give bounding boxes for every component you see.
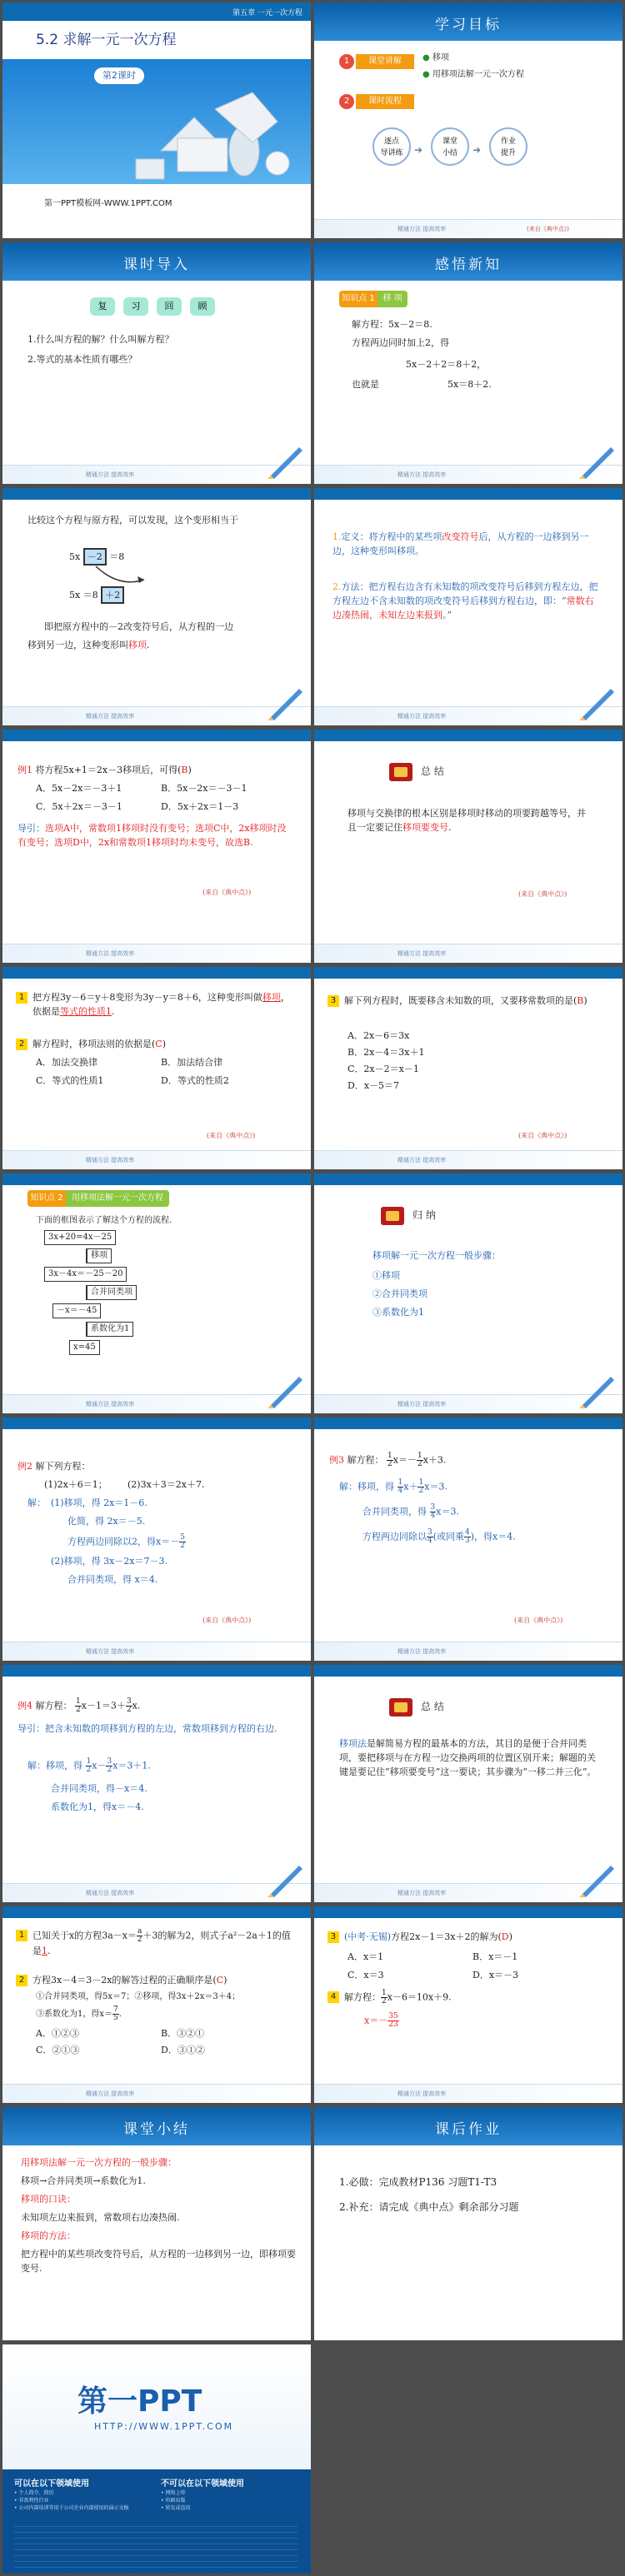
equation-2: 5x ＝8 ＋2 [69, 586, 124, 604]
knowledge-point-tag: 知识点 2 用移项法解一元一次方程 [28, 1190, 169, 1207]
answer-text: x＝－ $\frac{35}{23}$ [364, 2012, 398, 2029]
option: B．加法结合律 [161, 1057, 223, 1068]
slide-topbar [2, 488, 311, 500]
header-band [314, 2107, 622, 2145]
flow-box: －x＝－45 [52, 1303, 101, 1318]
review-chip: 习 [123, 297, 148, 316]
slide-learning-goals[interactable] [314, 2, 622, 238]
option: C．2x－2＝x－1 [348, 1064, 419, 1074]
review-chip: 顾 [190, 297, 215, 316]
slide-header: 学习目标 [435, 17, 502, 33]
pen-icon [578, 1372, 618, 1408]
option: D．5x＋2x＝1－3 [161, 801, 239, 812]
slide-footer: 精通方法 提高效率 [314, 1642, 622, 1661]
slide-footer: 精通方法 提高效率 (来自《典中点》) [314, 219, 622, 238]
option: A．2x－6＝3x [348, 1030, 410, 1041]
badge-number-1: 1 [339, 54, 354, 69]
slide-footer: 精通方法 提高效率 [314, 706, 622, 725]
pen-icon [266, 1372, 306, 1408]
badge-process: 课时流程 [356, 94, 414, 109]
source-note: (来自《典中点》) [514, 1617, 563, 1624]
slide-lead-in[interactable] [2, 242, 311, 484]
slide-topbar [314, 730, 622, 741]
source-note: (来自《典中点》) [518, 1132, 568, 1139]
header-band [2, 242, 311, 281]
text-line: 也就是 [352, 379, 379, 390]
option: C．②①③ [36, 2045, 80, 2055]
slide-footer: 精通方法 提高效率 [314, 465, 622, 484]
option: C．x＝3 [348, 1970, 384, 1981]
text-line: 5x－2＋2＝8＋2， [406, 359, 487, 370]
slide-class-summary[interactable] [2, 2107, 311, 2340]
summary-title: 总 结 [421, 1701, 444, 1712]
pen-icon [578, 1861, 618, 1897]
slide-topbar [2, 967, 311, 979]
question-number: 3 [328, 1931, 339, 1943]
slide-homework[interactable] [314, 2107, 622, 2340]
solution-step: 化简，得 2x＝－5. [68, 1516, 146, 1527]
option: C．等式的性质1 [36, 1075, 104, 1086]
method-text: 2.方法：把方程右边含有未知数的项改变符号后移到方程左边，把方程左边不含未知数的项改变符号后移到方程右边，即：“常数右边凑热闹，未知左边来报到。” [332, 581, 598, 620]
text-line: 解方程：5x－2＝8. [352, 319, 432, 330]
question-number: 2 [16, 1039, 28, 1050]
text-line: 方程两边同时加上2，得 [352, 337, 449, 348]
slide-topbar [314, 1906, 622, 1918]
slide-topbar [314, 967, 622, 979]
slide-footer: 精通方法 提高效率 [2, 1883, 311, 1902]
header-band [314, 2, 622, 41]
solution-step: 合并同类项，得 $\frac{3}{4}$ x＝3. [362, 1503, 459, 1520]
header-band [2, 2107, 311, 2145]
summary-line: 用移项法解一元一次方程的一般步骤： [21, 2157, 177, 2168]
text-line: 比较这个方程与原方程，可以发现，这个变形相当于 [28, 515, 238, 526]
slide-footer: 精通方法 提高效率 [314, 1883, 622, 1902]
flow-box: 3x+20=4x－25 [44, 1230, 116, 1245]
solution-step: 合并同类项，得－x＝4. [51, 1783, 148, 1794]
flow-step-1: 逐点 导讲练 [372, 127, 411, 166]
slide-footer: 精通方法 提高效率 [2, 2084, 311, 2103]
summary-line: 未知项左边来报到，常数项右边凑热闹. [21, 2212, 180, 2223]
induction-step: ②合并同类项 [372, 1288, 428, 1299]
homework-line: 1.必做：完成教材P136 习题T1-T3 [339, 2176, 498, 2188]
example-question: 例4 解方程： $\frac{1}{2}$ x－1＝3＋ $\frac{3}{2}$ x. [18, 1697, 141, 1714]
flow-step-label: 移项 [86, 1248, 112, 1263]
ad-col1-title: 可以在以下领域使用 [14, 2479, 89, 2489]
ad-col2-lines: • 网络上传 • 印刷出版 • 转发或盗用 [161, 2490, 191, 2511]
slide-induction[interactable] [314, 1173, 622, 1413]
slide-topbar [2, 1665, 311, 1677]
slide-footer: 精通方法 提高效率 [314, 2084, 622, 2103]
slide-practice-3[interactable] [2, 1906, 311, 2103]
pen-icon [266, 442, 306, 479]
solution-step: 方程两边同除以2，得x＝－ $\frac{5}{2}$ [68, 1533, 185, 1550]
example-question: 例3 解方程： $\frac{1}{2}$ x＝－ $\frac{1}{2}$ x＋3. [329, 1452, 447, 1468]
solution-step: (1)移项，得 2x＝1－6. [51, 1497, 148, 1508]
source-note: (来自《典中点》) [207, 1132, 256, 1139]
flow-arrow-icon: ➜ [472, 144, 482, 156]
question-text: 把方程3y－6＝y＋8变形为3y－y＝8＋6，这种变形叫做移项，依据是等式的性质1. [32, 992, 290, 1017]
slide-topbar [314, 1418, 622, 1429]
source-note: (来自《典中点》) [518, 890, 568, 898]
question-text: 解方程时，移项法则的依据是(C) [32, 1039, 167, 1049]
ad-link-list[interactable] [14, 2521, 298, 2568]
knowledge-point-tag: 知识点 1 移 项 [339, 291, 408, 307]
induction-title: 归 纳 [412, 1209, 436, 1221]
flow-step-3: 作业 提升 [489, 127, 528, 166]
review-question-2: 2.等式的基本性质有哪些？ [28, 354, 138, 365]
definition-text: 1.定义：将方程中的某些项改变符号后，从方程的一边移到另一边，这种变形叫移项。 [332, 531, 589, 556]
summary-text: 移项法是解简易方程的最基本的方法，其目的是便于合并同类项，要把移项与在方程一边交换两项的位置区别开来；解题的关键是要记住“移项要变号”这一要诀；其步骤为“一移二并三化”。 [339, 1738, 597, 1777]
solution-step: 方程两边同除以 $\frac{3}{4}$ (或同乘 $\frac{4}{3}$ )，得x＝4. [362, 1528, 516, 1545]
induction-step: ①移项 [372, 1270, 400, 1281]
question-text: 解方程： $\frac{1}{2}$ x－6＝10x＋9. [344, 1989, 452, 2005]
guide-text: 导引：把含未知数的项移到方程的左边，常数项移到方程的右边. [18, 1723, 278, 1734]
slide-footer: 精通方法 提高效率 [2, 944, 311, 963]
option: D．③①② [161, 2045, 205, 2055]
summary-line: 把方程中的某些项改变符号后，从方程的一边移到另一边，即移项要变号. [21, 2249, 296, 2274]
option: D．x－5＝7 [348, 1080, 400, 1091]
homework-line: 2.补充：请完成《典中点》剩余部分习题 [339, 2201, 519, 2213]
chapter-tag: 第五章 一元一次方程 [232, 9, 302, 17]
question-text: (中考·无锡)方程2x－1＝3x＋2的解为(D) [344, 1931, 512, 1942]
ad-logo: 第一PPT [78, 2384, 202, 2419]
example-question: 例2 解下列方程： [18, 1461, 91, 1472]
option: B．x＝－1 [472, 1951, 518, 1962]
slide-footer: 精通方法 提高效率 [2, 1394, 311, 1413]
guide-text: 导引：选项A中，常数项1移项时没有变号；选项C中，2x移项时没有变号；选项D中，2x和常数项1移项时均未变号，故选B. [18, 823, 287, 848]
induction-step: ③系数化为1 [372, 1307, 424, 1318]
slide-header: 感悟新知 [435, 257, 502, 273]
slide-topbar [314, 1173, 622, 1185]
slide-footer: 精通方法 提高效率 [2, 1642, 311, 1661]
slide-example-3[interactable] [314, 1418, 622, 1661]
question-steps: ③系数化为1，得x＝ $\frac{7}{5}$ . [36, 2005, 122, 2022]
question-text: 方程3x－4＝3－2x的解答过程的正确顺序是(C) [32, 1975, 228, 1986]
lesson-subtitle: 第2课时 [94, 67, 144, 84]
flow-box: x=45 [69, 1340, 100, 1355]
option: A．①②③ [36, 2028, 79, 2039]
induction-heading: 移项解一元一次方程一般步骤： [372, 1250, 501, 1261]
pen-icon [578, 442, 618, 479]
option: B．5x－2x＝－3－1 [161, 783, 248, 794]
flow-arrow-icon: ➜ [414, 144, 423, 156]
goal-2: ● 用移项法解一元一次方程 [422, 70, 524, 79]
solution-step: 系数化为1，得x＝－4. [51, 1801, 144, 1812]
slide-topbar [2, 1906, 311, 1918]
summary-text: 移项与交换律的根本区别是移项时移动的项要跨越等号，并且一定要记住移项要变号. [348, 808, 586, 833]
slide-topbar [2, 1173, 311, 1185]
question-number: 4 [328, 1991, 339, 2003]
badge-lecture: 课堂讲解 [356, 54, 414, 69]
ad-info-panel [2, 2469, 311, 2574]
solution-step: 解：移项，得 $\frac{1}{2}$ x－ $\frac{3}{2}$ x＝3＋1. [28, 1757, 151, 1774]
slide-header: 课后作业 [435, 2121, 502, 2138]
slide-footer: 精通方法 提高效率 [2, 706, 311, 725]
ad-banner[interactable] [2, 2344, 311, 2574]
slide-example-4[interactable] [2, 1665, 311, 1902]
option: D．等式的性质2 [161, 1075, 229, 1086]
induction-icon [381, 1207, 404, 1225]
question-text: 解下列方程时，既要移含未知数的项，又要移常数项的是(B) [344, 995, 588, 1006]
option: A．5x－2x＝－3＋1 [36, 783, 122, 794]
option: C．5x＋2x＝－3－1 [36, 801, 122, 812]
slide-practice-1[interactable] [2, 967, 311, 1169]
text-line: 移到另一边，这种变形叫移项. [28, 640, 150, 650]
lesson-title: 5.2 求解一元一次方程 [36, 32, 177, 48]
ad-col1-lines: • 个人简介、简历 • 非盈利性行业 • 公司内部培训等用于公司企业内部使用的演示文稿 [14, 2490, 129, 2511]
review-question-1: 1.什么叫方程的解？什么叫解方程？ [28, 334, 174, 345]
summary-icon [389, 763, 412, 781]
example-question: 例1 将方程5x+1＝2x－3移项后，可得(B) [18, 765, 192, 775]
slide-header: 课堂小结 [123, 2121, 190, 2138]
slide-summary-2[interactable] [314, 1665, 622, 1902]
summary-icon [389, 1698, 412, 1717]
slide-topbar [314, 488, 622, 500]
review-chip: 回 [157, 297, 182, 316]
slide-example-2[interactable] [2, 1418, 311, 1661]
slide-topbar [2, 1418, 311, 1429]
pen-icon [266, 684, 306, 720]
goal-1: ● 移项 [422, 53, 449, 62]
option: B．2x－4＝3x＋1 [348, 1047, 425, 1058]
question-number: 2 [16, 1975, 28, 1986]
slide-title[interactable] [2, 2, 311, 238]
slide-definition[interactable] [314, 488, 622, 725]
question-text: 已知关于x的方程3a－x＝ $\frac{a}{2}$ ＋3的解为2，则式子a²－2a＋1的值是1. [32, 1927, 291, 1956]
ad-col2-title: 不可以在以下领域使用 [161, 2479, 244, 2489]
header-band [314, 242, 622, 281]
badge-number-2: 2 [339, 94, 354, 109]
text-line: 即把原方程中的－2改变符号后，从方程的一边 [44, 621, 233, 632]
ad-url[interactable]: HTTP://WWW.1PPT.COM [94, 2421, 234, 2432]
slide-footer: 精通方法 提高效率 [314, 1150, 622, 1169]
summary-title: 总 结 [421, 765, 444, 777]
summary-line: 移项→合并同类项→系数化为1. [21, 2175, 146, 2186]
summary-line: 移项的方法： [21, 2230, 76, 2241]
solution-label: 解： [28, 1497, 46, 1508]
summary-line: 移项的口诀： [21, 2194, 76, 2205]
ad-logo-area [2, 2344, 311, 2469]
solution-step: (2)移项，得 3x－2x＝7－3. [51, 1556, 168, 1567]
solution-step: 解：移项，得 $\frac{1}{4}$ x＋ $\frac{1}{2}$ x＝3. [339, 1478, 448, 1495]
slide-footer: 精通方法 提高效率 [2, 465, 311, 484]
flow-intro: 下面的框图表示了解这个方程的流程. [36, 1216, 172, 1225]
option: D．x＝－3 [472, 1970, 519, 1981]
equation-1: 5x －2 ＝8 [69, 548, 124, 566]
question-steps: ①合并同类项，得5x＝7；②移项，得3x＋2x＝3＋4； [36, 1992, 241, 2001]
equation: (2)3x＋3＝2x＋7. [128, 1479, 205, 1490]
option: A．加法交换律 [36, 1057, 98, 1068]
flow-step-label: 系数化为1 [86, 1322, 133, 1337]
question-number: 1 [16, 992, 28, 1004]
pen-icon [578, 684, 618, 720]
flow-step-2: 课堂 小结 [431, 127, 469, 166]
flow-step-label: 合并同类项 [86, 1285, 137, 1300]
text-line: 5x＝8＋2. [448, 379, 492, 390]
slide-footer: 精通方法 提高效率 [314, 1394, 622, 1413]
question-number: 3 [328, 995, 339, 1007]
equation: (1)2x＋6＝1； [44, 1479, 108, 1490]
pen-icon [266, 1861, 306, 1897]
slide-topbar [314, 1665, 622, 1677]
slide-practice-2[interactable] [314, 967, 622, 1169]
solution-step: 合并同类项，得 x＝4. [68, 1574, 158, 1585]
question-number: 1 [16, 1930, 28, 1941]
flow-box: 3x－4x＝－25－20 [44, 1267, 127, 1282]
slide-header: 课时导入 [123, 257, 190, 273]
slide-insight-1[interactable] [314, 242, 622, 484]
option: B．③②① [161, 2028, 205, 2039]
slide-summary-1[interactable] [314, 730, 622, 963]
option: A．x＝1 [348, 1951, 384, 1962]
source-note: (来自《典中点》) [202, 1617, 252, 1624]
review-chip: 复 [90, 297, 115, 316]
slide-footer: 精通方法 提高效率 [314, 944, 622, 963]
slide-practice-4[interactable] [314, 1906, 622, 2103]
cover-graphic [2, 59, 311, 184]
slide-example-1[interactable] [2, 730, 311, 963]
watermark-text: 第一PPT模板网-WWW.1PPT.COM [44, 199, 172, 208]
geometric-shapes-icon [2, 59, 311, 184]
slide-knowledge-2[interactable] [2, 1173, 311, 1413]
source-note: (来自《典中点》) [202, 889, 252, 896]
slide-transposition[interactable] [2, 488, 311, 725]
slide-footer: 精通方法 提高效率 [2, 1150, 311, 1169]
slide-topbar [2, 730, 311, 741]
